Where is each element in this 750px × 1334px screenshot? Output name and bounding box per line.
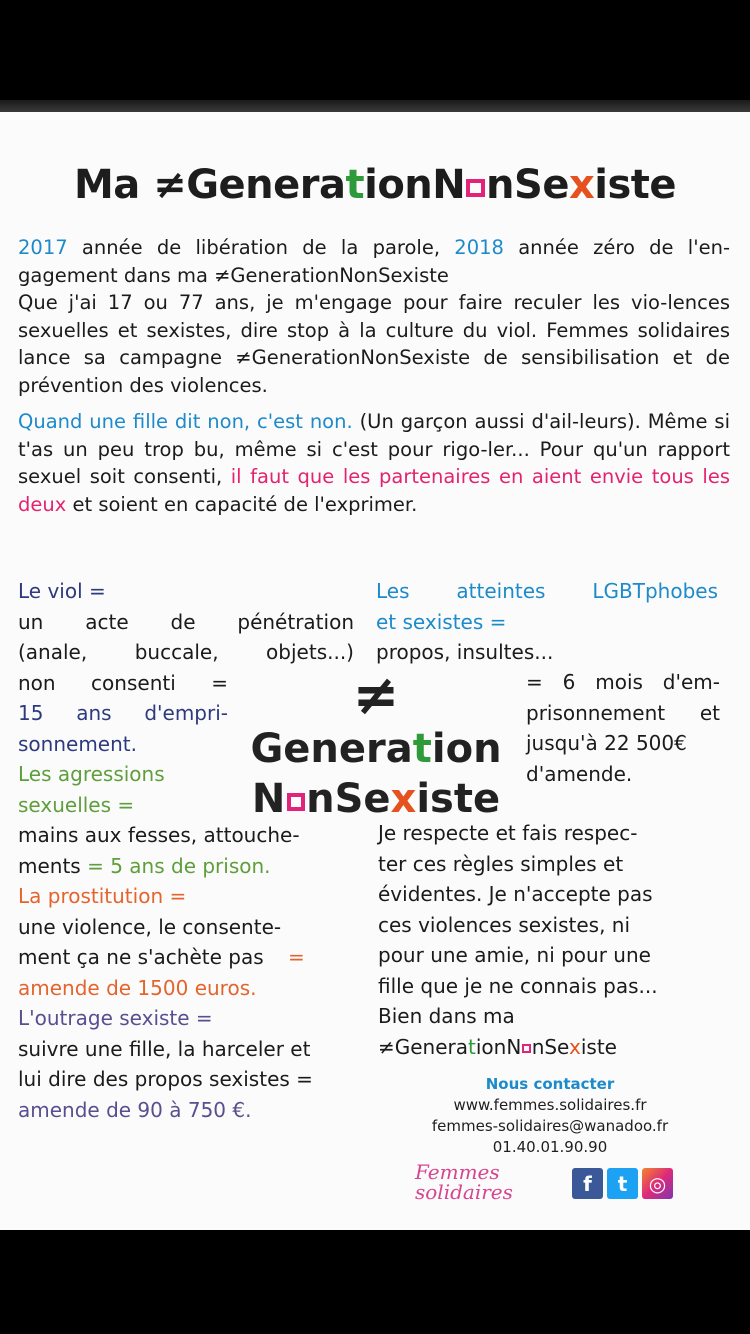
flyer-page — [0, 112, 750, 1230]
square-o-icon — [287, 793, 305, 811]
social-icons — [572, 1168, 673, 1199]
left-column: Le viol = un acte de pénétration (anale, buccale, objets...) non consenti = 15 ans d'empri- sonnement. Les agressions sexuelles = mains aux fesses, attouche- ments = 5 ans de prison. La prostitution = une violence, le consente- ment ça ne s'achète pas = amende de 1500 euros. L'outrage sexiste = suivre une fille, la harceler et lui dire des propos sexistes = amende de 90 à 750 €. — [18, 579, 354, 1122]
right-column-pledge: Je respecte et fais respec- ter ces règles simples et évidentes. Je n'accepte pas ces violences sexistes, ni pour une amie, ni pour une fille que je ne connais pas... Bien dans ma ≠GenerationN nSexiste — [378, 818, 708, 1062]
contact-block: Nous contacter www.femmes.solidaires.fr femmes-solidaires@wanadoo.fr 01.40.01.90.90 — [400, 1074, 700, 1158]
generation-logo: ≠ Generation N nSexiste — [250, 663, 502, 822]
page-title: Ma ≠GenerationN nSexiste — [73, 162, 677, 208]
right-column-penalty: = 6 mois d'em- prisonnement et jusqu'à 22 500€ d'amende. — [526, 670, 720, 786]
instagram-icon[interactable]: ◎ — [642, 1168, 673, 1199]
femmes-solidaires-logo: Femmes solidaires — [415, 1160, 513, 1204]
square-o-icon — [522, 1044, 531, 1053]
phone-number: 01.40.01.90.90 — [492, 1138, 608, 1156]
email-link[interactable]: femmes-solidaires@wanadoo.fr — [431, 1117, 669, 1135]
square-o-icon — [466, 179, 484, 197]
twitter-icon[interactable]: t — [607, 1168, 638, 1199]
pledge-hashtag: ≠GenerationN nSexiste — [378, 1034, 617, 1059]
intro-paragraph: 2017 année de libération de la parole, 2018 année zéro de l'en-gagement dans ma ≠GenerationNonSexiste Que j'ai 17 ou 77 ans, je m'engage pour faire reculer les vio-lences sexuelles et sexistes, dire stop à la culture du viol. Femmes solidaires lance sa campagne ≠GenerationNonSexiste de sensibilisation et de prévention des violences. — [18, 236, 730, 397]
consent-paragraph: Quand une fille dit non, c'est non. (Un garçon aussi d'ail-leurs). Même si t'as un peu trop bu, même si c'est pour rigo-ler... Pour qu'un rapport sexuel soit consenti, il faut que les partenaires en aient envie tous les deux et soient en capacité de l'exprimer. — [18, 410, 731, 516]
right-column-lgbt: Les atteintes LGBTphobes et sexistes = propos, insultes... — [376, 579, 718, 664]
website-link[interactable]: www.femmes.solidaires.fr — [453, 1096, 647, 1114]
photo-top-edge — [0, 100, 750, 112]
facebook-icon[interactable]: f — [572, 1168, 603, 1199]
